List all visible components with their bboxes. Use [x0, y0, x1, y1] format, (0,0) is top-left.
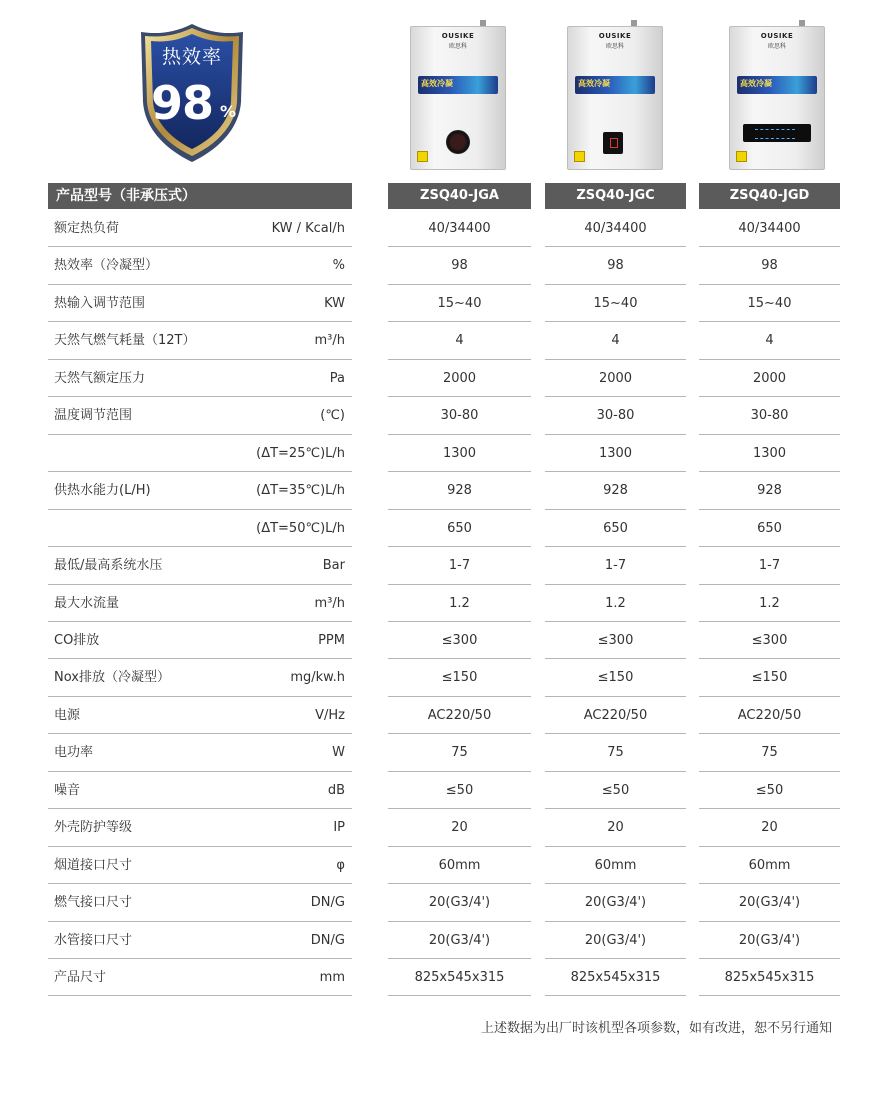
row-value: ≤50: [445, 782, 474, 798]
row-divider: [48, 995, 352, 996]
brand-logo-cn: 欧思科: [605, 43, 624, 50]
table-row: [48, 247, 840, 284]
row-value: 1-7: [604, 558, 627, 574]
control-panel-icon: [603, 132, 623, 154]
brand-logo: OUSIKE: [598, 32, 632, 40]
footer-note: 上述数据为出厂时该机型各项参数，如有改进，恕不另行通知: [480, 1021, 832, 1036]
row-value: 20(G3/4'): [584, 932, 647, 948]
row-value: ≤50: [601, 782, 630, 798]
table-row: [48, 734, 840, 771]
table-row: [48, 322, 840, 359]
badge-unit: %: [220, 102, 237, 121]
row-value: 75: [761, 745, 778, 761]
table-row: [48, 922, 840, 959]
row-label: 天然气燃气耗量（12T）: [54, 333, 196, 349]
row-value: 20: [761, 820, 778, 836]
row-unit: DN/G: [310, 895, 345, 911]
row-value: ≤150: [441, 670, 478, 686]
row-value: ≤300: [597, 632, 634, 648]
efficiency-badge: [137, 22, 247, 164]
row-label: 噪音: [54, 782, 81, 798]
table-header-label: 产品型号（非承压式）: [48, 183, 352, 209]
row-label: CO排放: [54, 632, 100, 648]
row-unit: %: [332, 258, 345, 274]
row-label: 烟道接口尺寸: [54, 857, 133, 873]
row-value: 98: [761, 258, 778, 274]
row-label: Nox排放（冷凝型）: [54, 670, 170, 686]
table-row: [48, 659, 840, 696]
row-label: 外壳防护等级: [54, 820, 133, 836]
row-value: 40/34400: [584, 221, 647, 236]
row-value: 650: [757, 520, 782, 536]
table-row: [48, 884, 840, 921]
row-label: 天然气额定压力: [54, 370, 146, 386]
table-row: [48, 210, 840, 247]
table-row: [48, 547, 840, 584]
row-value: 2000: [598, 370, 633, 386]
row-value: 650: [603, 520, 628, 536]
table-row: [48, 285, 840, 322]
row-value: 4: [455, 333, 464, 349]
row-label: 燃气接口尺寸: [54, 895, 133, 911]
row-value: 60mm: [748, 857, 791, 873]
row-value: 20: [451, 820, 468, 836]
row-value: 650: [447, 520, 472, 536]
warning-sticker-icon: [736, 151, 747, 162]
row-label: 热效率（冷凝型）: [54, 258, 159, 274]
row-value: 20(G3/4'): [428, 932, 491, 948]
badge-title: 热效率: [161, 46, 222, 68]
row-unit: Bar: [322, 558, 345, 574]
row-value: ≤300: [441, 632, 478, 648]
row-value: 30-80: [440, 408, 479, 424]
table-row: [48, 697, 840, 734]
table-row: [48, 585, 840, 622]
row-value: AC220/50: [427, 707, 492, 723]
row-label: 电功率: [54, 745, 94, 761]
row-unit: IP: [333, 820, 345, 836]
row-label: 最低/最高系统水压: [54, 558, 163, 574]
row-value: 15~40: [593, 295, 638, 311]
row-value: 40/34400: [428, 221, 491, 236]
brand-logo-cn: 欧思科: [448, 43, 467, 50]
brand-logo-cn: 欧思科: [767, 43, 786, 50]
row-value: 2000: [442, 370, 477, 386]
row-unit: mg/kw.h: [290, 670, 345, 686]
table-row: [48, 847, 840, 884]
banner-text: 高效冷凝: [421, 79, 453, 88]
row-value: 98: [607, 258, 624, 274]
row-label: 供热水能力(L/H): [54, 483, 151, 499]
row-value: 928: [757, 483, 782, 499]
row-value: 825x545x315: [724, 970, 815, 985]
row-unit: φ: [336, 857, 345, 873]
table-row: [48, 622, 840, 659]
row-value: 825x545x315: [570, 970, 661, 985]
row-divider: [388, 995, 531, 996]
row-value: 1300: [442, 445, 477, 461]
badge-number: 98: [151, 76, 214, 130]
row-value: ≤300: [751, 632, 788, 648]
row-value: ≤150: [751, 670, 788, 686]
row-value: 20(G3/4'): [738, 932, 801, 948]
row-label: 水管接口尺寸: [54, 932, 133, 948]
product-image-jgc: [567, 20, 663, 170]
brand-logo: OUSIKE: [760, 32, 794, 40]
row-unit: DN/G: [310, 932, 345, 948]
row-value: 75: [607, 745, 624, 761]
row-value: 2000: [752, 370, 787, 386]
row-value: 60mm: [438, 857, 481, 873]
row-value: 30-80: [596, 408, 635, 424]
row-value: 1.2: [605, 595, 626, 611]
row-value: 4: [765, 333, 774, 349]
row-unit: W: [332, 745, 345, 761]
row-unit: KW: [324, 295, 345, 311]
table-row: [48, 809, 840, 846]
model-header-jgc: ZSQ40-JGC: [545, 183, 686, 209]
banner-text: 高效冷凝: [578, 79, 610, 88]
row-value: 20(G3/4'): [584, 895, 647, 911]
warning-sticker-icon: [574, 151, 585, 162]
table-row: [48, 435, 840, 472]
row-unit: PPM: [318, 632, 345, 648]
row-value: 1.2: [759, 595, 780, 611]
model-header-jga: ZSQ40-JGA: [388, 183, 531, 209]
table-row: [48, 397, 840, 434]
row-unit: m³/h: [314, 333, 345, 349]
row-value: 20(G3/4'): [428, 895, 491, 911]
row-value: 1-7: [758, 558, 781, 574]
row-unit: V/Hz: [315, 707, 345, 723]
brand-logo: OUSIKE: [441, 32, 475, 40]
row-label: 热输入调节范围: [54, 295, 146, 311]
table-row: [48, 360, 840, 397]
control-knob-icon: [446, 130, 470, 154]
row-value: 15~40: [747, 295, 792, 311]
table-row: [48, 772, 840, 809]
table-row: [48, 959, 840, 996]
row-value: 928: [603, 483, 628, 499]
row-value: ≤150: [597, 670, 634, 686]
row-unit: (℃): [320, 408, 345, 424]
row-value: 30-80: [750, 408, 789, 424]
row-value: 40/34400: [738, 221, 801, 236]
row-divider: [699, 995, 840, 996]
warning-sticker-icon: [417, 151, 428, 162]
row-label: 产品尺寸: [54, 970, 107, 985]
row-value: 1.2: [449, 595, 470, 611]
row-value: 4: [611, 333, 620, 349]
row-label: 温度调节范围: [54, 408, 133, 424]
row-value: 98: [451, 258, 468, 274]
row-label: 额定热负荷: [54, 221, 120, 236]
row-label: 最大水流量: [54, 595, 120, 611]
row-divider: [545, 995, 686, 996]
row-value: 1300: [598, 445, 633, 461]
table-row: [48, 510, 840, 547]
row-label: 电源: [54, 707, 81, 723]
table-row: [48, 472, 840, 509]
row-value: ≤50: [755, 782, 784, 798]
row-value: 928: [447, 483, 472, 499]
row-unit: Pa: [329, 370, 345, 386]
row-unit: mm: [319, 970, 345, 985]
row-value: 825x545x315: [414, 970, 505, 985]
row-value: 1-7: [448, 558, 471, 574]
banner-text: 高效冷凝: [740, 79, 772, 88]
row-value: AC220/50: [583, 707, 648, 723]
row-value: 60mm: [594, 857, 637, 873]
row-unit: (ΔT=25℃)L/h: [256, 445, 345, 461]
row-value: 15~40: [437, 295, 482, 311]
row-value: 1300: [752, 445, 787, 461]
row-unit: (ΔT=35℃)L/h: [256, 483, 345, 499]
row-unit: (ΔT=50℃)L/h: [256, 520, 345, 536]
product-image-jga: [410, 20, 506, 170]
product-image-jgd: [729, 20, 825, 170]
display-panel-icon: [743, 124, 811, 142]
model-header-jgd: ZSQ40-JGD: [699, 183, 840, 209]
row-unit: m³/h: [314, 595, 345, 611]
row-value: 20: [607, 820, 624, 836]
row-value: AC220/50: [737, 707, 802, 723]
row-value: 20(G3/4'): [738, 895, 801, 911]
row-unit: dB: [327, 782, 345, 798]
row-unit: KW / Kcal/h: [271, 221, 345, 236]
row-value: 75: [451, 745, 468, 761]
